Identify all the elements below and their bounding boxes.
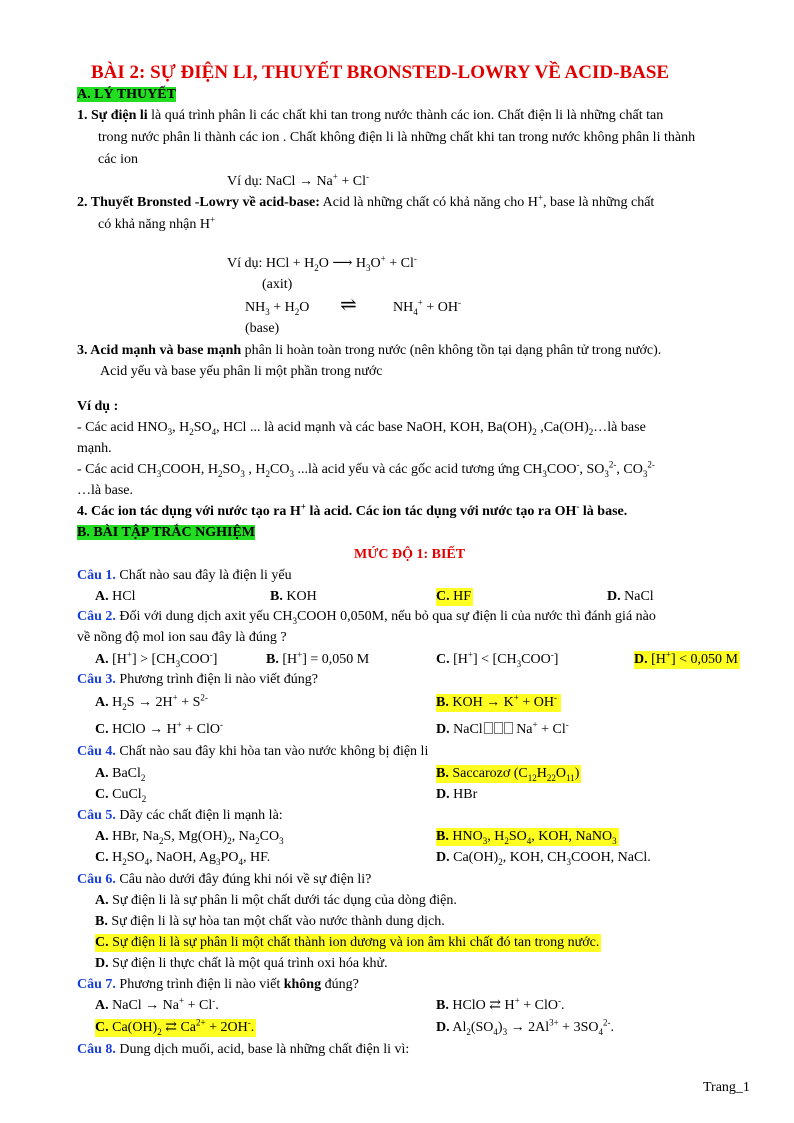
q3-option-d: D. NaCl Na+ + Cl-	[436, 719, 569, 737]
question-4: Câu 4. Chất nào sau đây khi hòa tan vào nước không bị điện li	[77, 744, 429, 759]
level-heading: MỨC ĐỘ 1: BIẾT	[354, 547, 466, 562]
q4-option-b-answer: B. Saccarozơ $(C_{12}H_{22}O_{11})$	[436, 766, 580, 783]
question-1: Câu 1. Chất nào sau đây là điện li yếu	[77, 568, 292, 583]
question-7: Câu 7. Phương trình điện li nào viết không đúng?	[77, 977, 359, 992]
q6-option-a: A. Sự điện li là sự phân li một chất dưới tác dụng của dòng điện.	[95, 893, 457, 908]
theory-2-line2: có khả năng nhận H+	[98, 214, 216, 232]
missing-glyph-icon	[504, 722, 513, 734]
theory-2-example-hcl: Ví dụ: HCl + $H_2O$ ⟶ $H_3O^+ + Cl^-$	[227, 253, 417, 273]
theory-4: 4. Các ion tác dụng với nước tạo ra H+ là acid. Các ion tác dụng với nước tạo ra OH- là base.	[77, 501, 628, 519]
q7-option-d: D. $Al_2(SO_4)_3 \to 2Al^{3+} + 3SO_4^{2-}$.	[436, 1017, 614, 1037]
q1-option-b: B. KOH	[270, 589, 317, 604]
example-line2b: …là base.	[77, 483, 133, 498]
example-line2: - Các acid $CH_3COOH$, $H_2SO_3$ , $H_2CO_3$ ...là acid yếu và các gốc acid tương ứng $CH_3COO^-$, $SO_3^{2-}$, $CO_3^{2-}$	[77, 459, 655, 479]
q2-option-d-answer: D. [H+] < 0,050 M	[634, 649, 738, 667]
question-8: Câu 8. Dung dịch muối, acid, base là những chất điện li vì:	[77, 1042, 410, 1057]
q2-option-b: B. [H+] = 0,050 M	[266, 649, 370, 667]
q4-option-d: D. HBr	[436, 787, 478, 802]
q7-option-c-answer: C. $Ca(OH)_2$ ⇄ $Ca^{2+} + 2OH^-$.	[95, 1017, 255, 1037]
question-6: Câu 6. Câu nào dưới đây đúng khi nói về sự điện li?	[77, 872, 372, 887]
question-2-line2: về nồng độ mol ion sau đây là đúng ?	[77, 630, 287, 645]
label-axit: (axit)	[262, 277, 293, 292]
q2-option-a: A. $[H^+] > [CH_3COO^-]$	[95, 649, 218, 669]
example-heading: Ví dụ :	[77, 399, 119, 414]
q1-option-a: A. HCl	[95, 589, 136, 604]
equilibrium-arrow-icon: ⇌	[340, 294, 357, 316]
theory-1-line2: trong nước phân li thành các ion . Chất không điện li là những chất khi tan trong nước không phân li thành	[98, 130, 696, 145]
section-b-heading: B. BÀI TẬP TRẮC NGHIỆM	[77, 525, 256, 540]
theory-1-example: Ví dụ: NaCl → Na+ + Cl-	[227, 171, 369, 189]
theory-1-line3: các ion	[98, 152, 139, 167]
q5-option-c: C. $H_2SO_4$, NaOH, $Ag_3PO_4$, HF.	[95, 850, 271, 867]
q6-option-c-answer: C. Sự điện li là sự phân li một chất thành ion dương và ion âm khi chất đó tan trong nước.	[95, 935, 600, 950]
theory-2: 2. Thuyết Bronsted -Lowry về acid-base: Acid là những chất có khả năng cho H+, base là những chất	[77, 192, 655, 210]
q4-option-c: C. CuCl$_2$	[95, 787, 147, 804]
theory-3: 3. Acid mạnh và base mạnh phân li hoàn toàn trong nước (nên không tồn tại dạng phân tử trong nước).	[77, 343, 662, 358]
question-2: Câu 2. Đối với dung dịch axit yếu $CH_3COOH$ 0,050M, nếu bỏ qua sự điện li của nước thì đánh giá nào	[77, 609, 656, 626]
nh3-reactants: $NH_3 + H_2O$	[245, 300, 310, 317]
q5-option-a: A. HBr, $Na_2S$, $Mg(OH)_2$, $Na_2CO_3$	[95, 829, 284, 846]
q5-option-b-answer: B. $HNO_3$, $H_2SO_4$, KOH, NaNO$_3$	[436, 829, 617, 846]
q3-option-b-answer: B. KOH → K+ + OH-	[436, 694, 561, 712]
q7-option-a: A. NaCl → Na+ + Cl-.	[95, 995, 219, 1013]
q2-option-c: C. $[H^+] < [CH_3COO^-]$	[436, 649, 559, 669]
theory-3-line2: Acid yếu và base yếu phân li một phần trong nước	[100, 364, 383, 379]
example-line1: - Các acid $HNO_3$, $H_2SO_4$, HCl ... là acid mạnh và các base NaOH, KOH, $Ba(OH)_2$ $,Ca(OH)_2\dots là$ base	[77, 420, 646, 437]
theory-1: 1. Sự điện li là quá trình phân li các chất khi tan trong nước thành các ion. Chất điện li là những chất tan	[77, 108, 664, 123]
nh4-products: $NH_4^+ + OH^-$	[393, 297, 461, 317]
q3-option-c: C. HClO → H+ + ClO-	[95, 719, 223, 737]
label-base: (base)	[245, 321, 280, 336]
question-3: Câu 3. Phương trình điện li nào viết đúng?	[77, 672, 318, 687]
q1-option-c-answer: C. HF	[436, 589, 472, 604]
page-title: BÀI 2: SỰ ĐIỆN LI, THUYẾT BRONSTED-LOWRY VỀ ACID-BASE	[91, 62, 670, 83]
q6-option-d: D. Sự điện li thực chất là một quá trình oxi hóa khử.	[95, 956, 388, 971]
example-line1b: mạnh.	[77, 441, 112, 456]
q4-option-a: A. BaCl$_2$	[95, 766, 146, 783]
q5-option-d: D. $Ca(OH)_2$, KOH, $CH_3COOH$, NaCl.	[436, 850, 651, 867]
q7-option-b: B. HClO ⇄ H+ + ClO-.	[436, 995, 565, 1013]
missing-glyph-icon	[484, 722, 493, 734]
question-5: Câu 5. Dãy các chất điện li mạnh là:	[77, 808, 283, 823]
q1-option-d: D. NaCl	[607, 589, 654, 604]
q3-option-a: A. $H_2S \to 2H^+ + S^{2-}$	[95, 692, 208, 712]
page-number: Trang_1	[703, 1080, 750, 1095]
q6-option-b: B. Sự điện li là sự hòa tan một chất vào nước thành dung dịch.	[95, 914, 445, 929]
missing-glyph-icon	[494, 722, 503, 734]
section-a-heading: A. LÝ THUYẾT	[77, 87, 176, 102]
